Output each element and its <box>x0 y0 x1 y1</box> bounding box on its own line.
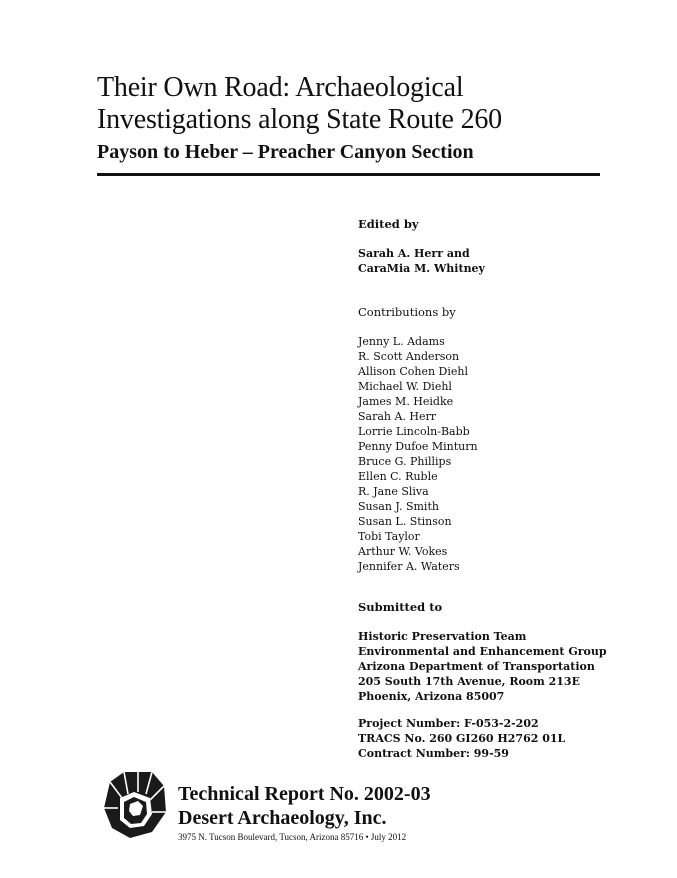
editor-name: CaraMia M. Whitney <box>358 262 485 275</box>
submitted-heading: Submitted to <box>358 600 443 614</box>
contributor-name: Jenny L. Adams <box>358 335 445 348</box>
title-line-1: Their Own Road: Archaeological <box>97 72 464 103</box>
edited-section <box>358 217 485 276</box>
publisher-name: Desert Archaeology, Inc. <box>178 807 387 829</box>
submitted-line: Historic Preservation Team <box>358 630 527 643</box>
project-section <box>358 716 565 761</box>
contributor-name: Ellen C. Ruble <box>358 470 438 483</box>
contributor-name: Susan J. Smith <box>358 500 439 513</box>
contributor-name: Susan L. Stinson <box>358 515 452 528</box>
submitted-line: 205 South 17th Avenue, Room 213E <box>358 675 580 688</box>
contributor-name: Allison Cohen Diehl <box>358 365 469 378</box>
submitted-section <box>358 600 607 704</box>
contributor-name: Lorrie Lincoln-Babb <box>358 425 470 438</box>
submitted-line: Phoenix, Arizona 85007 <box>358 690 505 703</box>
project-line: TRACS No. 260 GI260 H2762 01L <box>358 732 566 745</box>
title-line-2: Investigations along State Route 260 <box>97 104 502 135</box>
contributor-name: Arthur W. Vokes <box>358 545 448 558</box>
contributor-name: Penny Dufoe Minturn <box>358 440 478 453</box>
contributor-name: Tobi Taylor <box>358 530 420 543</box>
desert-archaeology-logo-icon <box>100 768 170 840</box>
contributor-name: Jennifer A. Waters <box>358 560 460 573</box>
report-title <box>97 72 502 136</box>
title-rule <box>97 173 600 176</box>
contributor-name: James M. Heidke <box>358 395 454 408</box>
submitted-line: Environmental and Enhancement Group <box>358 645 607 658</box>
contributor-name: Bruce G. Phillips <box>358 455 452 468</box>
report-number: Technical Report No. 2002-03 <box>178 783 431 805</box>
contributor-name: Sarah A. Herr <box>358 410 437 423</box>
submitted-line: Arizona Department of Transportation <box>358 660 595 673</box>
edited-heading: Edited by <box>358 217 419 231</box>
contributor-name: Michael W. Diehl <box>358 380 452 393</box>
project-line: Project Number: F-053-2-202 <box>358 717 539 730</box>
contributions-section <box>358 305 478 574</box>
contributor-name: R. Jane Sliva <box>358 485 429 498</box>
project-line: Contract Number: 99-59 <box>358 747 509 760</box>
footer-block <box>178 782 431 830</box>
publisher-address: 3975 N. Tucson Boulevard, Tucson, Arizona 85716 • July 2012 <box>178 832 407 842</box>
editor-name: Sarah A. Herr and <box>358 247 470 260</box>
contributions-heading: Contributions by <box>358 305 456 319</box>
report-subtitle: Payson to Heber – Preacher Canyon Section <box>97 141 474 163</box>
contributor-name: R. Scott Anderson <box>358 350 460 363</box>
